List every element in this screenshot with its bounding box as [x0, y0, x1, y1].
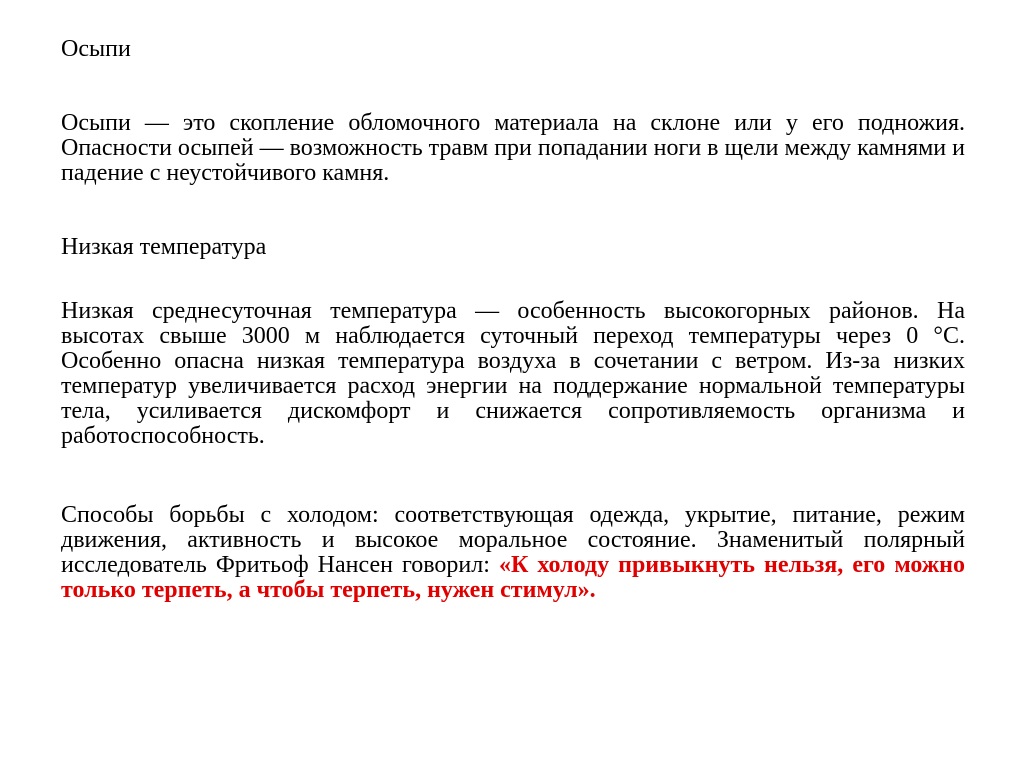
paragraph-cold-methods [61, 503, 965, 603]
paragraph-low-temperature: Низкая среднесуточная температура — особенность высокогорных районов. На высотах свыше 3000 м наблюдается суточный переход температуры через 0 °С. Особенно опасна низкая температура воздуха в сочетании с ветром. Из-за низких температур увеличивается расход энергии на поддержание нормальной температуры тела, усиливается дискомфорт и снижается сопротивляемость организма и работоспособность. [61, 298, 965, 449]
section-heading-scree: Осыпи [61, 36, 131, 62]
paragraph-scree-definition: Осыпи — это скопление обломочного материала на склоне или у его подножия. Опасности осыпей — возможность травм при попадании ноги в щели между камнями и падение с неустойчивого камня. [61, 110, 965, 186]
nansen-quote: «К холоду привыкнуть нельзя, его можно только терпеть, а чтобы терпеть, нужен стимул». [61, 552, 965, 603]
section-heading-low-temperature: Низкая температура [61, 234, 267, 260]
paragraph-cold-methods-text: Способы борьбы с холодом: соответствующая одежда, укрытие, питание, режим движения, активность и высокое моральное состояние. Знаменитый полярный исследователь Фритьоф Нансен говорил: [61, 502, 965, 578]
